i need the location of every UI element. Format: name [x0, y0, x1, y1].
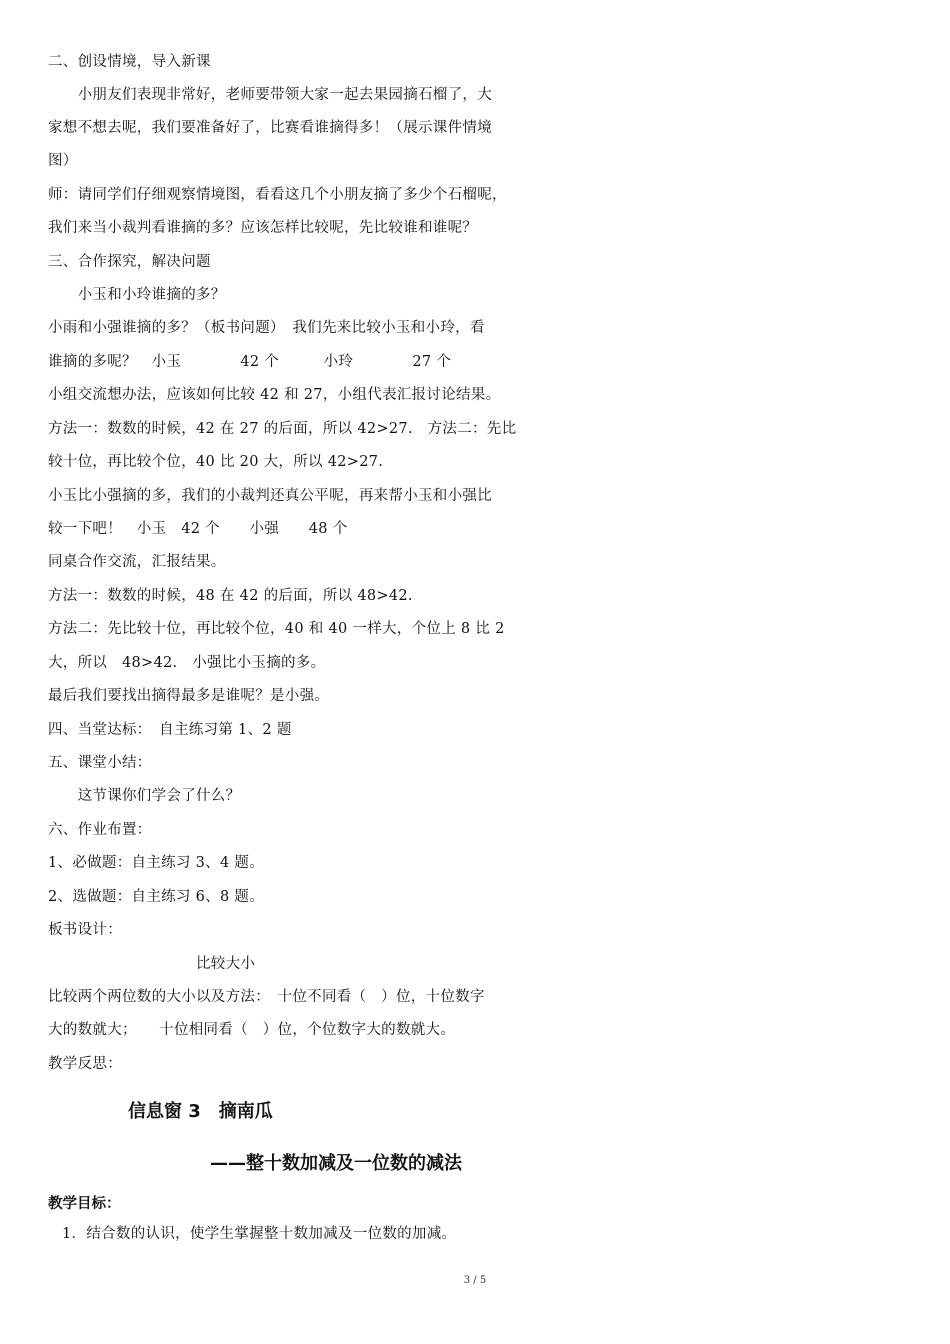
text-line: 二、创设情境，导入新课	[48, 54, 211, 70]
text-line: 五、课堂小结：	[48, 755, 152, 771]
text-line: 方法二：先比较十位，再比较个位，40 和 40 一样大，个位上 8 比 2	[48, 621, 505, 637]
text-line: 同桌合作交流，汇报结果。	[48, 554, 226, 570]
section-title: 信息窗 3 摘南瓜	[128, 1101, 273, 1122]
text-line: 大的数就大； 十位相同看（ ）位，个位数字大的数就大。	[48, 1022, 456, 1038]
text-line: 小朋友们表现非常好，老师要带领大家一起去果园摘石榴了，大	[48, 87, 492, 103]
text-line: 比较两个两位数的大小以及方法： 十位不同看（ ）位，十位数字	[48, 989, 485, 1005]
text-line: 教学反思：	[48, 1056, 122, 1072]
text-line: 板书设计：	[48, 922, 122, 938]
text-line: 小雨和小强谁摘的多？（板书问题） 我们先来比较小玉和小玲，看	[48, 320, 485, 336]
text-line: 小玉和小玲谁摘的多？	[48, 287, 226, 303]
text-line: 大，所以 48>42. 小强比小玉摘的多。	[48, 655, 326, 671]
page-number: 3 / 5	[463, 1275, 487, 1286]
text-line: 小组交流想办法，应该如何比较 42 和 27，小组代表汇报讨论结果。	[48, 387, 501, 403]
text-line: 四、当堂达标： 自主练习第 1、2 题	[48, 722, 292, 738]
text-line: 家想不想去呢，我们要准备好了，比赛看谁摘得多！（展示课件情境	[48, 120, 492, 136]
text-line: 我们来当小裁判看谁摘的多？应该怎样比较呢，先比较谁和谁呢？	[48, 220, 478, 236]
text-line: 较十位，再比较个位，40 比 20 大，所以 42>27.	[48, 454, 384, 470]
text-line: 1、必做题：自主练习 3、4 题。	[48, 855, 264, 871]
text-line: 比较大小	[48, 956, 256, 972]
text-line: 方法一：数数的时候，48 在 42 的后面，所以 48>42.	[48, 588, 413, 604]
text-line: 六、作业布置：	[48, 822, 152, 838]
text-line: 图）	[48, 153, 78, 169]
objectives-heading: 教学目标：	[48, 1196, 121, 1212]
text-line: 小玉比小强摘的多，我们的小裁判还真公平呢，再来帮小玉和小强比	[48, 488, 492, 504]
text-line: 2、选做题：自主练习 6、8 题。	[48, 889, 264, 905]
text-line: 较一下吧！ 小玉 42 个 小强 48 个	[48, 521, 348, 537]
text-line: 三、合作探究，解决问题	[48, 254, 211, 270]
text-line: 这节课你们学会了什么？	[48, 788, 241, 804]
text-line: 师：请同学们仔细观察情境图，看看这几个小朋友摘了多少个石榴呢，	[48, 187, 507, 203]
text-line: 最后我们要找出摘得最多是谁呢？是小强。	[48, 688, 330, 704]
section-subtitle: ——整十数加减及一位数的减法	[210, 1153, 462, 1174]
text-line: 方法一：数数的时候，42 在 27 的后面，所以 42>27. 方法二：先比	[48, 421, 517, 437]
text-line: 谁摘的多呢？ 小玉 42 个 小玲 27 个	[48, 354, 452, 370]
objective-item: 1．结合数的认识，使学生掌握整十数加减及一位数的加减。	[62, 1226, 457, 1242]
